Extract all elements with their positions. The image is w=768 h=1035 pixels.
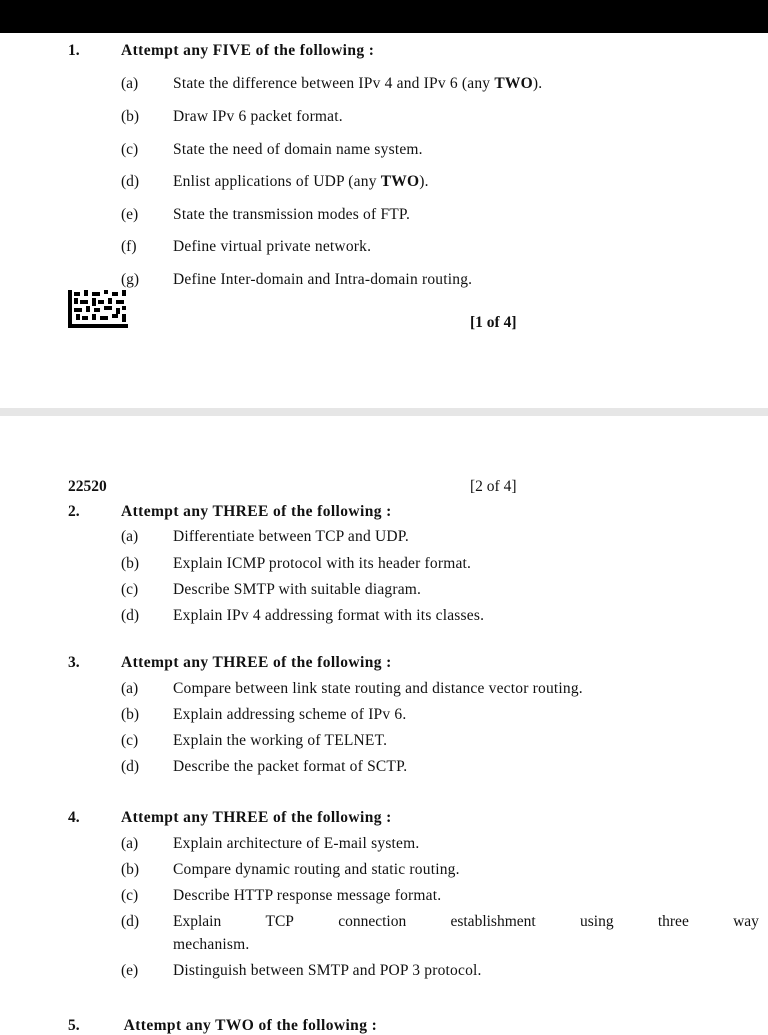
word: three bbox=[657, 913, 689, 930]
item-text: Compare dynamic routing and static routing. bbox=[173, 861, 460, 878]
item-text: State the difference between IPv 4 and IPv 6 (any TWO). bbox=[173, 75, 543, 92]
item-text: Explain architecture of E-mail system. bbox=[173, 835, 420, 852]
item-text: Describe SMTP with suitable diagram. bbox=[173, 581, 422, 598]
word: TCP bbox=[265, 913, 294, 930]
item-text: Draw IPv 6 packet format. bbox=[173, 108, 343, 125]
item-text: Differentiate between TCP and UDP. bbox=[173, 528, 409, 545]
item-text: Define virtual private network. bbox=[173, 238, 372, 255]
item-label: (d) bbox=[121, 913, 140, 930]
item-label: (e) bbox=[121, 962, 139, 979]
word: Explain bbox=[173, 913, 222, 930]
item-text: State the transmission modes of FTP. bbox=[173, 206, 411, 223]
item-label: (c) bbox=[121, 581, 139, 598]
question-3-heading: Attempt any THREE of the following : bbox=[121, 654, 392, 671]
item-text: State the need of domain name system. bbox=[173, 141, 423, 158]
item-label: (d) bbox=[121, 173, 140, 190]
item-label: (g) bbox=[121, 271, 140, 288]
question-1-heading: Attempt any FIVE of the following : bbox=[121, 42, 375, 59]
item-text-justified bbox=[173, 913, 759, 931]
item-text: Compare between link state routing and distance vector routing. bbox=[173, 680, 583, 697]
question-1-number: 1. bbox=[68, 42, 80, 59]
page-number-text: [2 of 4] bbox=[470, 478, 517, 495]
item-text: Explain the working of TELNET. bbox=[173, 732, 388, 749]
word: connection bbox=[338, 913, 407, 930]
item-text: Explain addressing scheme of IPv 6. bbox=[173, 706, 407, 723]
item-text: Enlist applications of UDP (any TWO). bbox=[173, 173, 429, 190]
item-label: (a) bbox=[121, 75, 139, 92]
item-label: (a) bbox=[121, 835, 139, 852]
question-2-number: 2. bbox=[68, 503, 80, 520]
item-label: (c) bbox=[121, 141, 139, 158]
question-5-number: 5. bbox=[68, 1017, 80, 1034]
page-number: [1 of 4] bbox=[470, 314, 517, 331]
page-separator bbox=[0, 408, 768, 416]
item-label: (b) bbox=[121, 555, 140, 572]
question-2-heading: Attempt any THREE of the following : bbox=[121, 503, 392, 520]
question-4-heading: Attempt any THREE of the following : bbox=[121, 809, 392, 826]
word: way bbox=[733, 913, 759, 930]
top-black-bar bbox=[0, 0, 768, 33]
item-text: Describe HTTP response message format. bbox=[173, 887, 442, 904]
item-label: (c) bbox=[121, 887, 139, 904]
item-text: Describe the packet format of SCTP. bbox=[173, 758, 408, 775]
item-label: (a) bbox=[121, 680, 139, 697]
qr-code-icon bbox=[68, 290, 128, 328]
item-label: (f) bbox=[121, 238, 137, 255]
item-text: Define Inter-domain and Intra-domain routing. bbox=[173, 271, 473, 288]
item-text: Explain ICMP protocol with its header format. bbox=[173, 555, 472, 572]
paper-code: 22520 bbox=[68, 478, 107, 495]
item-text-continuation: mechanism. bbox=[173, 936, 250, 953]
question-4-number: 4. bbox=[68, 809, 80, 826]
item-label: (b) bbox=[121, 108, 140, 125]
question-3-number: 3. bbox=[68, 654, 80, 671]
question-5-partial bbox=[68, 1017, 421, 1035]
item-label: (a) bbox=[121, 528, 139, 545]
word: using bbox=[579, 913, 614, 930]
item-label: (c) bbox=[121, 732, 139, 749]
item-text: Explain IPv 4 addressing format with its classes. bbox=[173, 607, 485, 624]
item-label: (b) bbox=[121, 706, 140, 723]
page-number bbox=[470, 478, 517, 496]
word: establishment bbox=[450, 913, 536, 930]
item-label: (b) bbox=[121, 861, 140, 878]
question-5-heading: Attempt any TWO of the following : bbox=[123, 1017, 378, 1034]
item-label: (d) bbox=[121, 758, 140, 775]
item-text: Distinguish between SMTP and POP 3 protocol. bbox=[173, 962, 482, 979]
item-label: (e) bbox=[121, 206, 139, 223]
item-label: (d) bbox=[121, 607, 140, 624]
